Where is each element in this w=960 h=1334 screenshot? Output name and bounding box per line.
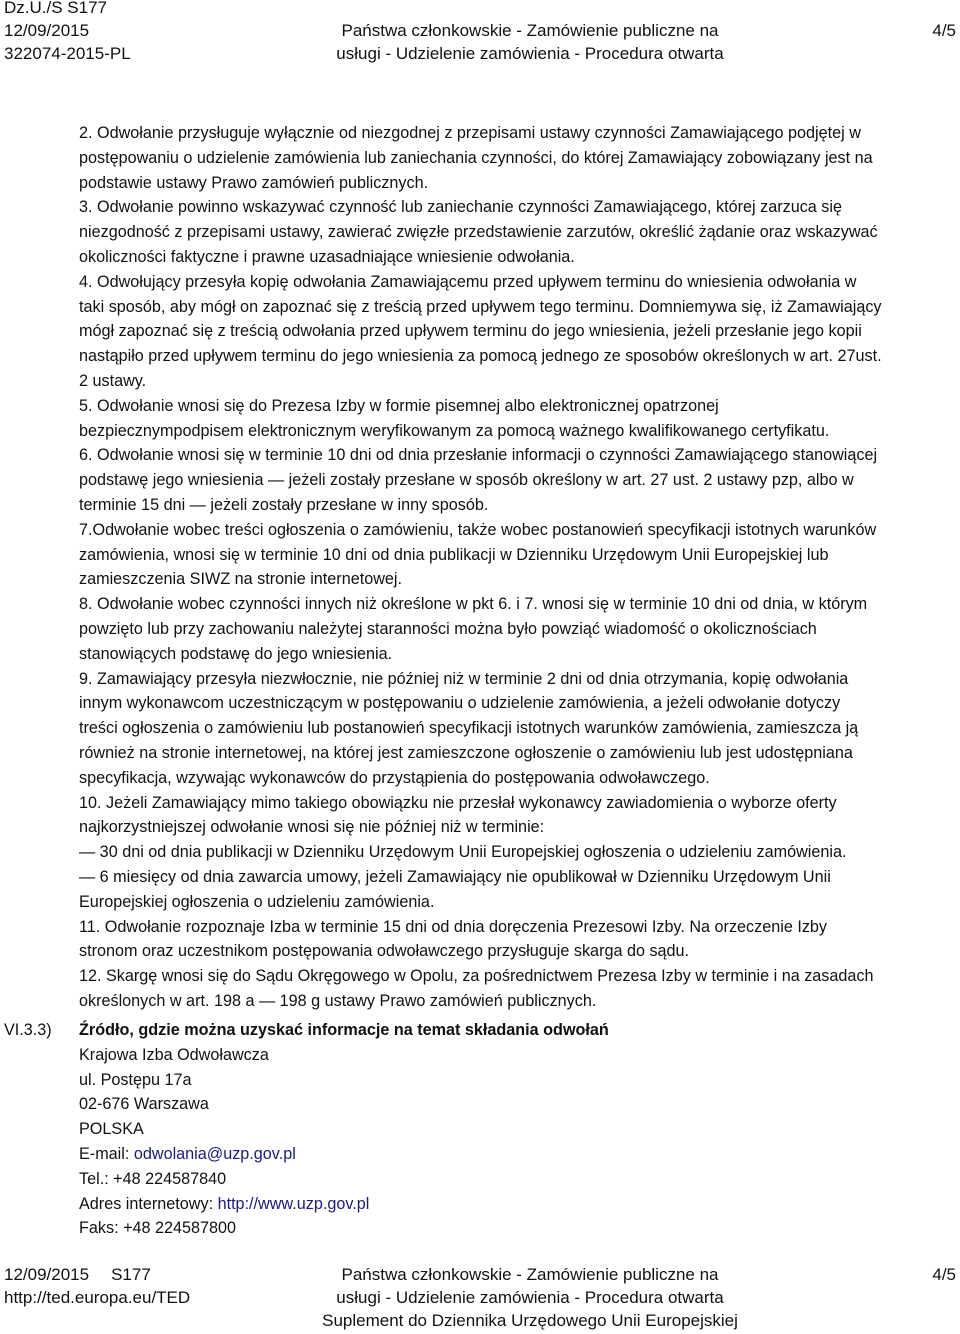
body-line: Europejskiej ogłoszenia o udzieleniu zamówienia. bbox=[79, 892, 435, 911]
footer-left bbox=[4, 1263, 190, 1309]
appeal-procedure-text bbox=[79, 121, 959, 1014]
body-line: treści ogłoszenia o zamówieniu lub postanowień specyfikacji istotnych warunków zamówienia, zamieszcza ją bbox=[79, 719, 859, 738]
footer-issue: S177 bbox=[111, 1265, 151, 1284]
org-street: ul. Postępu 17a bbox=[79, 1070, 192, 1089]
org-web-row bbox=[79, 1192, 959, 1217]
footer-ted-url[interactable]: http://ted.europa.eu/TED bbox=[4, 1288, 191, 1307]
body-line: specyfikacja, wzywając wykonawców do przystąpienia do postępowania odwoławczego. bbox=[79, 768, 710, 787]
footer-supplement: Suplement do Dziennika Urzędowego Unii Europejskiej bbox=[322, 1311, 738, 1330]
body-line: 7.Odwołanie wobec treści ogłoszenia o zamówieniu, także wobec postanowień specyfikacji istotnych warunków bbox=[79, 520, 877, 539]
body-line: 3. Odwołanie powinno wskazywać czynność lub zaniechanie czynności Zamawiającego, której zarzuca się bbox=[79, 198, 842, 217]
footer-title-line2: usługi - Udzielenie zamówienia - Procedura otwarta bbox=[336, 1288, 724, 1307]
body-line: taki sposób, aby mógł on zapoznać się z treścią przed upływem tego terminu. Domniemywa się, iż Zamawiający bbox=[79, 297, 882, 316]
org-city: 02-676 Warszawa bbox=[79, 1095, 209, 1114]
header-left bbox=[4, 0, 131, 65]
section-label: VI.3.3) bbox=[4, 1021, 52, 1039]
org-fax: Faks: +48 224587800 bbox=[79, 1219, 237, 1238]
body-line: 8. Odwołanie wobec czynności innych niż określone w pkt 6. i 7. wnosi się w terminie 10 dni od dnia, w którym bbox=[79, 595, 868, 614]
body-line: najkorzystniejszej odwołanie wnosi się nie później niż w terminie: bbox=[79, 818, 545, 837]
footer-title-line1: Państwa członkowskie - Zamówienie publiczne na bbox=[341, 1265, 719, 1284]
body-line: określonych w art. 198 a — 198 g ustawy Prawo zamówień publicznych. bbox=[79, 991, 597, 1010]
body-line: bezpiecznympodpisem elektronicznym weryfikowanym za pomocą ważnego kwalifikowanego certyfikatu. bbox=[79, 421, 830, 440]
body-line: 9. Zamawiający przesyła niezwłocznie, nie później niż w terminie 2 dni od dnia otrzymania, kopię odwołania bbox=[79, 669, 849, 688]
org-country: POLSKA bbox=[79, 1120, 144, 1139]
body-line: 2. Odwołanie przysługuje wyłącznie od niezgodnej z przepisami ustawy czynności Zamawiającego podjętej w bbox=[79, 124, 861, 142]
org-phone: Tel.: +48 224587840 bbox=[79, 1169, 227, 1188]
body-line: podstawę jego wniesienia — jeżeli zostały przesłane w sposób określony w art. 27 ust. 2 ustawy pzp, albo w bbox=[79, 471, 854, 490]
body-line: podstawie ustawy Prawo zamówień publicznych. bbox=[79, 173, 429, 192]
web-label: Adres internetowy: bbox=[79, 1194, 218, 1213]
body-line: powzięto lub przy zachowaniu należytej staranności można było powziąć wiadomość o okolicznościach bbox=[79, 619, 817, 638]
body-line: postępowaniu o udzielenie zamówienia lub zaniechania czynności, do której Zamawiający zobowiązany jest na bbox=[79, 148, 873, 167]
body-line: 4. Odwołujący przesyła kopię odwołania Zamawiającemu przed upływem terminu do wniesienia odwołania w bbox=[79, 272, 857, 291]
header-title-line1: Państwa członkowskie - Zamówienie publiczne na bbox=[341, 21, 719, 40]
footer-page-number: 4/5 bbox=[932, 1265, 956, 1284]
body-line: terminie 15 dni — jeżeli zostały przesłane w inny sposób. bbox=[79, 495, 489, 514]
body-line: stronom oraz uczestnikom postępowania odwoławczego przysługuje skarga do sądu. bbox=[79, 942, 690, 961]
header-center bbox=[300, 19, 760, 65]
body-line: zamówienia, wnosi się w terminie 10 dni od dnia publikacji w Dzienniku Urzędowym Unii Europejskiej lub bbox=[79, 545, 829, 564]
header-notice-id: 322074-2015-PL bbox=[4, 44, 131, 63]
footer-date: 12/09/2015 bbox=[4, 1265, 90, 1284]
body-line: 11. Odwołanie rozpoznaje Izba w terminie 15 dni od dnia doręczenia Prezesowi Izby. Na orzeczenie Izby bbox=[79, 917, 828, 936]
body-line: nastąpiło przed upływem terminu do jego wniesienia za pomocą jednego ze sposobów określonych w art. 27ust. bbox=[79, 347, 882, 366]
body-line: 5. Odwołanie wnosi się do Prezesa Izby w formie pisemnej albo elektronicznej opatrzonej bbox=[79, 396, 719, 415]
header-date: 12/09/2015 bbox=[4, 21, 90, 40]
section-appeal-info-source bbox=[79, 1018, 959, 1241]
body-line: okoliczności faktyczne i prawne uzasadniające wniesienie odwołania. bbox=[79, 247, 575, 266]
email-label: E-mail: bbox=[79, 1144, 134, 1163]
org-name: Krajowa Izba Odwoławcza bbox=[79, 1045, 269, 1064]
body-line: innym wykonawcom uczestniczącym w postępowaniu o udzielenie zamówienia, a jeżeli odwołanie dotyczy bbox=[79, 694, 841, 713]
body-line: niezgodność z przepisami ustawy, zawierać zwięzłe przedstawienie zarzutów, określić żądanie oraz wskazywać bbox=[79, 223, 878, 242]
body-line: 12. Skargę wnosi się do Sądu Okręgowego w Opolu, za pośrednictwem Prezesa Izby w terminie i na zasadach bbox=[79, 967, 874, 986]
body-line: mógł zapoznać się z treścią odwołania przed upływem terminu do jego wniesienia, jeżeli przesłanie jego kopii bbox=[79, 322, 862, 341]
body-line: — 30 dni od dnia publikacji w Dzienniku Urzędowym Unii Europejskiej ogłoszenia o udzieleniu zamówienia. bbox=[79, 843, 847, 862]
web-link[interactable]: http://www.uzp.gov.pl bbox=[217, 1194, 370, 1213]
header-title-line2: usługi - Udzielenie zamówienia - Procedura otwarta bbox=[336, 44, 724, 63]
body-line: stanowiących podstawę do jego wniesienia. bbox=[79, 644, 393, 663]
footer-date-issue bbox=[4, 1263, 190, 1286]
email-link[interactable]: odwolania@uzp.gov.pl bbox=[133, 1144, 296, 1163]
body-line: 6. Odwołanie wnosi się w terminie 10 dni od dnia przesłanie informacji o czynności Zamawiającego stanowiącej bbox=[79, 446, 878, 465]
header-journal-ref: Dz.U./S S177 bbox=[4, 0, 107, 17]
body-line: 2 ustawy. bbox=[79, 371, 147, 390]
header-page-number: 4/5 bbox=[932, 21, 956, 40]
body-line: 10. Jeżeli Zamawiający mimo takiego obowiązku nie przesłał wykonawcy zawiadomienia o wyborze oferty bbox=[79, 793, 837, 812]
section-title: Źródło, gdzie można uzyskać informacje na temat składania odwołań bbox=[79, 1021, 609, 1039]
body-line: również na stronie internetowej, na której jest zamieszczone ogłoszenie o zamówieniu lub jest udostępniana bbox=[79, 743, 853, 762]
body-line: zamieszczenia SIWZ na stronie internetowej. bbox=[79, 570, 402, 589]
footer-center bbox=[300, 1263, 760, 1332]
org-email-row bbox=[79, 1142, 959, 1167]
body-line: — 6 miesięcy od dnia zawarcia umowy, jeżeli Zamawiający nie opublikował w Dzienniku Urzędowym Unii bbox=[79, 867, 831, 886]
